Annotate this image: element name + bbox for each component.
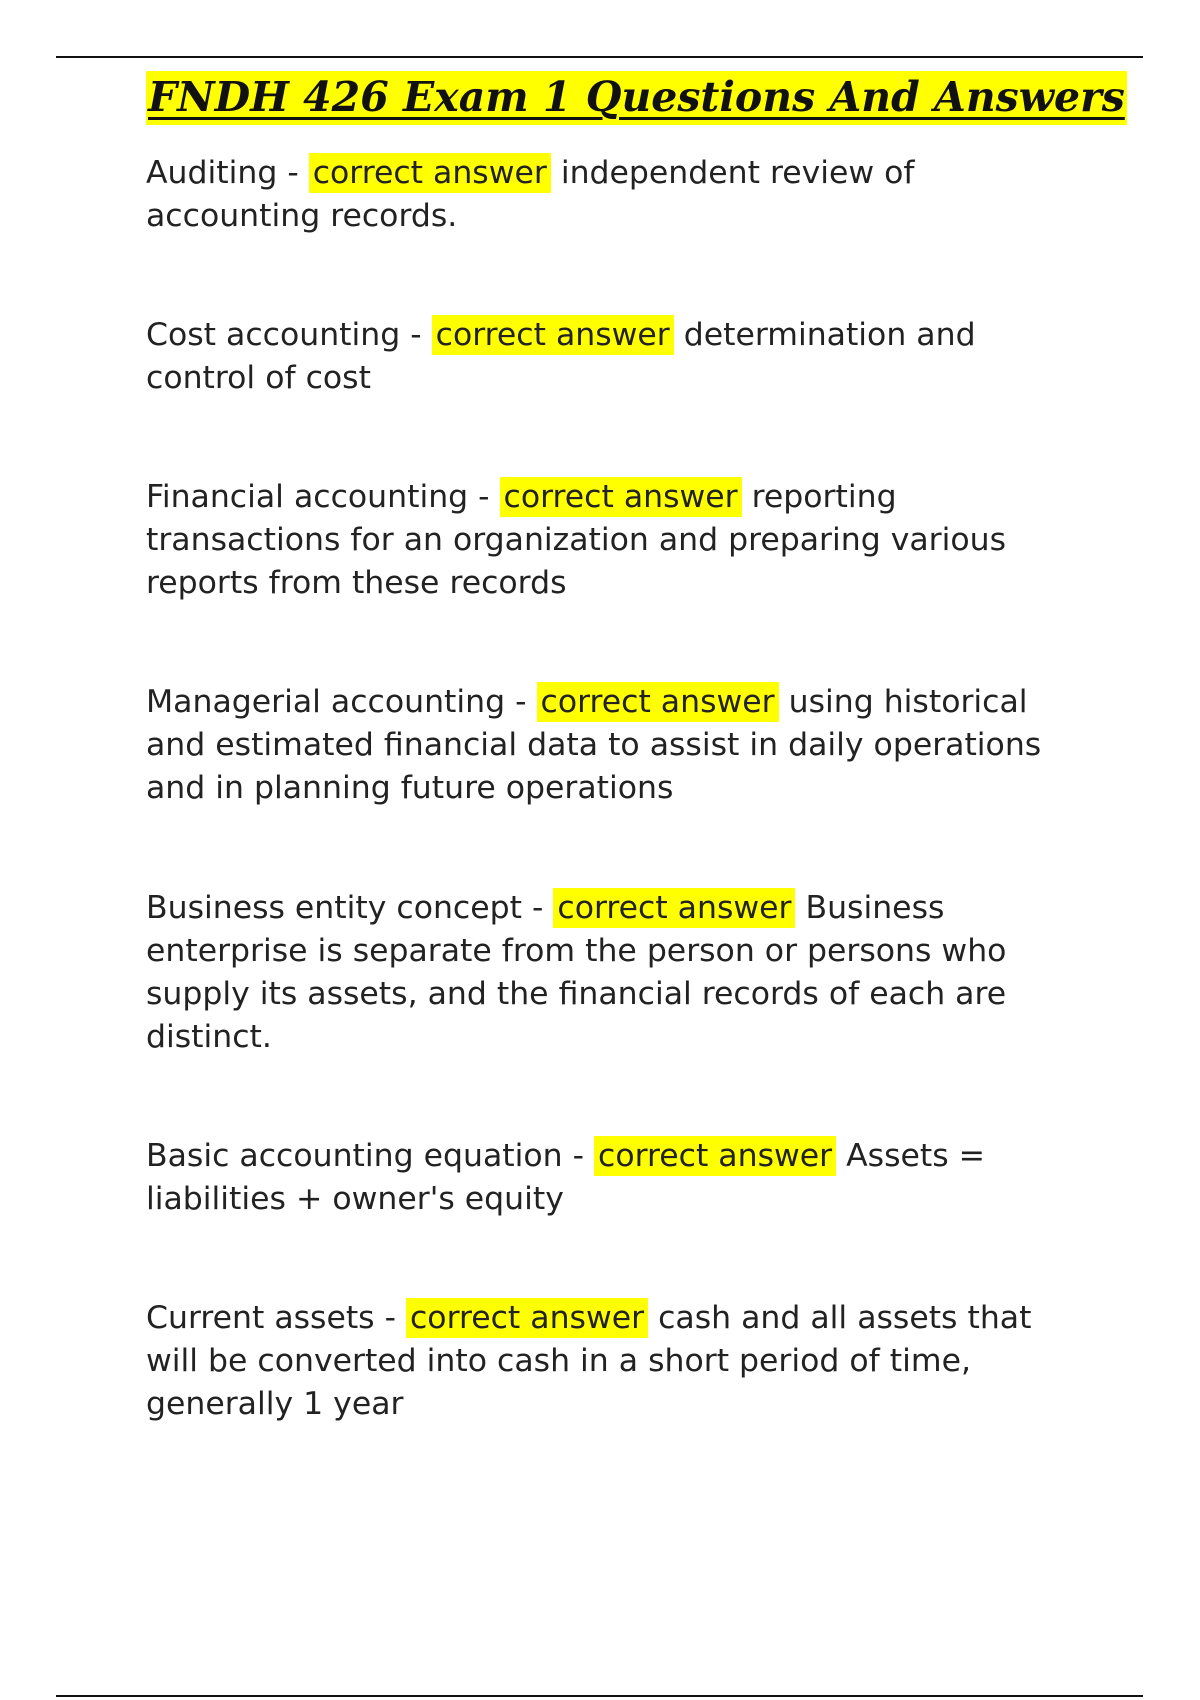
qa-entry-business-entity-concept <box>146 887 1086 1059</box>
answer-marker: correct answer <box>432 315 674 355</box>
document-title <box>146 71 1127 123</box>
entry-term: Current assets - <box>146 1300 406 1336</box>
entry-term: Auditing - <box>146 155 309 191</box>
qa-entry-basic-accounting-equation <box>146 1135 1086 1221</box>
entry-term: Managerial accounting - <box>146 684 537 720</box>
footer-rule <box>56 1695 1143 1697</box>
entry-definition: determination and control of cost <box>146 317 976 396</box>
title-text: FNDH 426 Exam 1 Questions And Answers <box>146 71 1127 125</box>
qa-entry-current-assets <box>146 1297 1086 1426</box>
qa-entry-managerial-accounting <box>146 681 1086 810</box>
answer-marker: correct answer <box>537 682 779 722</box>
entry-definition: Business enterprise is separate from the person or persons who supply its assets, and the financial records of each are distinct. <box>146 890 1007 1055</box>
answer-marker: correct answer <box>594 1136 836 1176</box>
answer-marker: correct answer <box>553 888 795 928</box>
entry-term: Basic accounting equation - <box>146 1138 594 1174</box>
entry-term: Cost accounting - <box>146 317 432 353</box>
qa-entry-auditing <box>146 152 1086 238</box>
entry-definition: Assets = liabilities + owner's equity <box>146 1138 986 1217</box>
answer-marker: correct answer <box>406 1298 648 1338</box>
entry-definition: using historical and estimated financial data to assist in daily operations and in planning future operations <box>146 684 1042 806</box>
qa-entry-financial-accounting <box>146 476 1086 605</box>
entry-definition: reporting transactions for an organization and preparing various reports from these records <box>146 479 1007 601</box>
entry-definition: independent review of accounting records. <box>146 155 915 234</box>
entry-term: Business entity concept - <box>146 890 554 926</box>
entry-definition: cash and all assets that will be converted into cash in a short period of time, generally 1 year <box>146 1300 1032 1422</box>
answer-marker: correct answer <box>500 477 742 517</box>
answer-marker: correct answer <box>309 153 551 193</box>
entry-term: Financial accounting - <box>146 479 500 515</box>
qa-entry-cost-accounting <box>146 314 1086 400</box>
header-rule <box>56 56 1143 58</box>
